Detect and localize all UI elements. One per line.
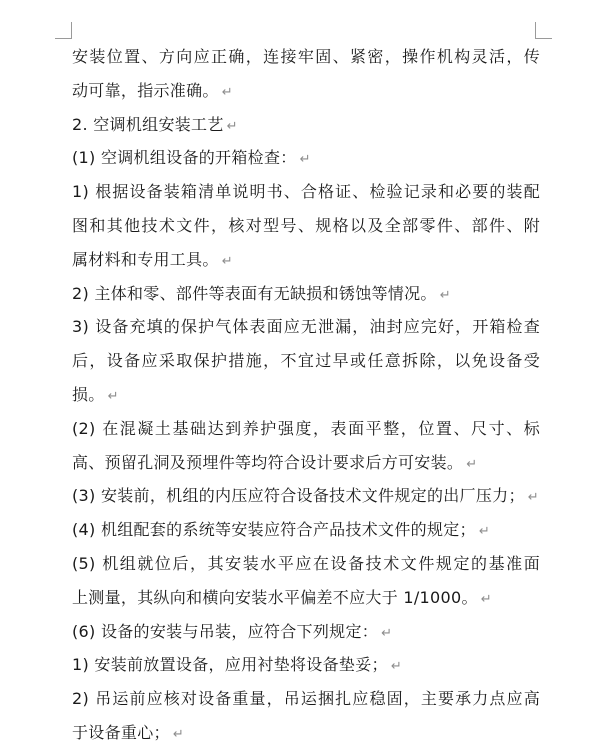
text-line [72, 682, 540, 716]
line-text: 损。 [72, 384, 105, 404]
text-line [72, 581, 540, 615]
document-body[interactable] [72, 40, 540, 750]
text-line [72, 243, 540, 277]
text-line [72, 344, 540, 378]
line-text: (2) 在混凝土基础达到养护强度，表面平整，位置、尺寸、标 [72, 418, 540, 438]
paragraph-mark-icon: ↵ [480, 591, 492, 607]
text-line [72, 446, 540, 480]
paragraph-mark-icon: ↵ [299, 152, 311, 168]
paragraph-mark-icon: ↵ [478, 524, 491, 540]
paragraph-mark-icon: ↵ [527, 490, 539, 506]
line-text: 2. 空调机组安装工艺 [72, 114, 224, 134]
text-line [72, 513, 540, 547]
line-text: 1) 安装前放置设备，应用衬垫将设备垫妥； [72, 655, 388, 675]
line-text: (4) 机组配套的系统等安装应符合产品技术文件的规定； [72, 520, 476, 540]
line-text: 3) 设备充填的保护气体表面应无泄漏，油封应完好，开箱检查 [72, 317, 540, 337]
paragraph-mark-icon: ↵ [221, 84, 233, 100]
text-line [72, 648, 540, 682]
line-text: 2) 主体和零、部件等表面有无缺损和锈蚀等情况。 [72, 283, 437, 303]
line-text: 安装位置、方向应正确，连接牢固、紧密，操作机构灵活，传 [72, 47, 540, 66]
text-line [72, 209, 540, 243]
paragraph-mark-icon: ↵ [172, 726, 185, 742]
crop-mark-top-right [535, 22, 552, 39]
line-text: 动可靠，指示准确。 [72, 80, 219, 100]
line-text: 上测量，其纵向和横向安装水平偏差不应大于 1/1000。 [72, 587, 478, 607]
line-text: (3) 安装前，机组的内压应符合设备技术文件规定的出厂压力； [72, 486, 525, 506]
text-line [72, 412, 540, 446]
line-text: 后，设备应采取保护措施，不宜过早或任意拆除，以免设备受 [72, 351, 540, 371]
text-line [72, 141, 540, 175]
text-line [72, 74, 540, 108]
paragraph-mark-icon: ↵ [381, 625, 393, 641]
text-line [72, 175, 540, 209]
line-text: 属材料和专用工具。 [72, 249, 219, 269]
paragraph-mark-icon: ↵ [439, 287, 451, 303]
line-text: (5) 机组就位后，其安装水平应在设备技术文件规定的基准面 [72, 553, 540, 573]
crop-mark-top-left [55, 22, 72, 39]
line-text: 图和其他技术文件，核对型号、规格以及全部零件、部件、附 [72, 215, 540, 235]
text-line [72, 716, 540, 750]
text-line [72, 310, 540, 344]
line-text: (6) 设备的安装与吊装，应符合下列规定： [72, 621, 379, 641]
line-text: 于设备重心； [72, 722, 170, 742]
paragraph-mark-icon: ↵ [221, 253, 233, 269]
line-text: 2) 吊运前应核对设备重量，吊运捆扎应稳固，主要承力点应高 [72, 689, 540, 709]
text-line [72, 479, 540, 513]
text-line [72, 108, 540, 142]
text-line [72, 277, 540, 311]
paragraph-mark-icon: ↵ [390, 659, 403, 675]
line-text: 高、预留孔洞及预埋件等均符合设计要求后方可安装。 [72, 452, 464, 472]
text-line [72, 378, 540, 412]
text-line [72, 615, 540, 649]
text-line [72, 40, 540, 74]
line-text: 1) 根据设备装箱清单说明书、合格证、检验记录和必要的装配 [72, 182, 540, 202]
paragraph-mark-icon: ↵ [107, 388, 119, 404]
paragraph-mark-icon: ↵ [226, 118, 238, 134]
line-text: (1) 空调机组设备的开箱检查： [72, 148, 297, 168]
text-line [72, 547, 540, 581]
paragraph-mark-icon: ↵ [466, 456, 478, 472]
